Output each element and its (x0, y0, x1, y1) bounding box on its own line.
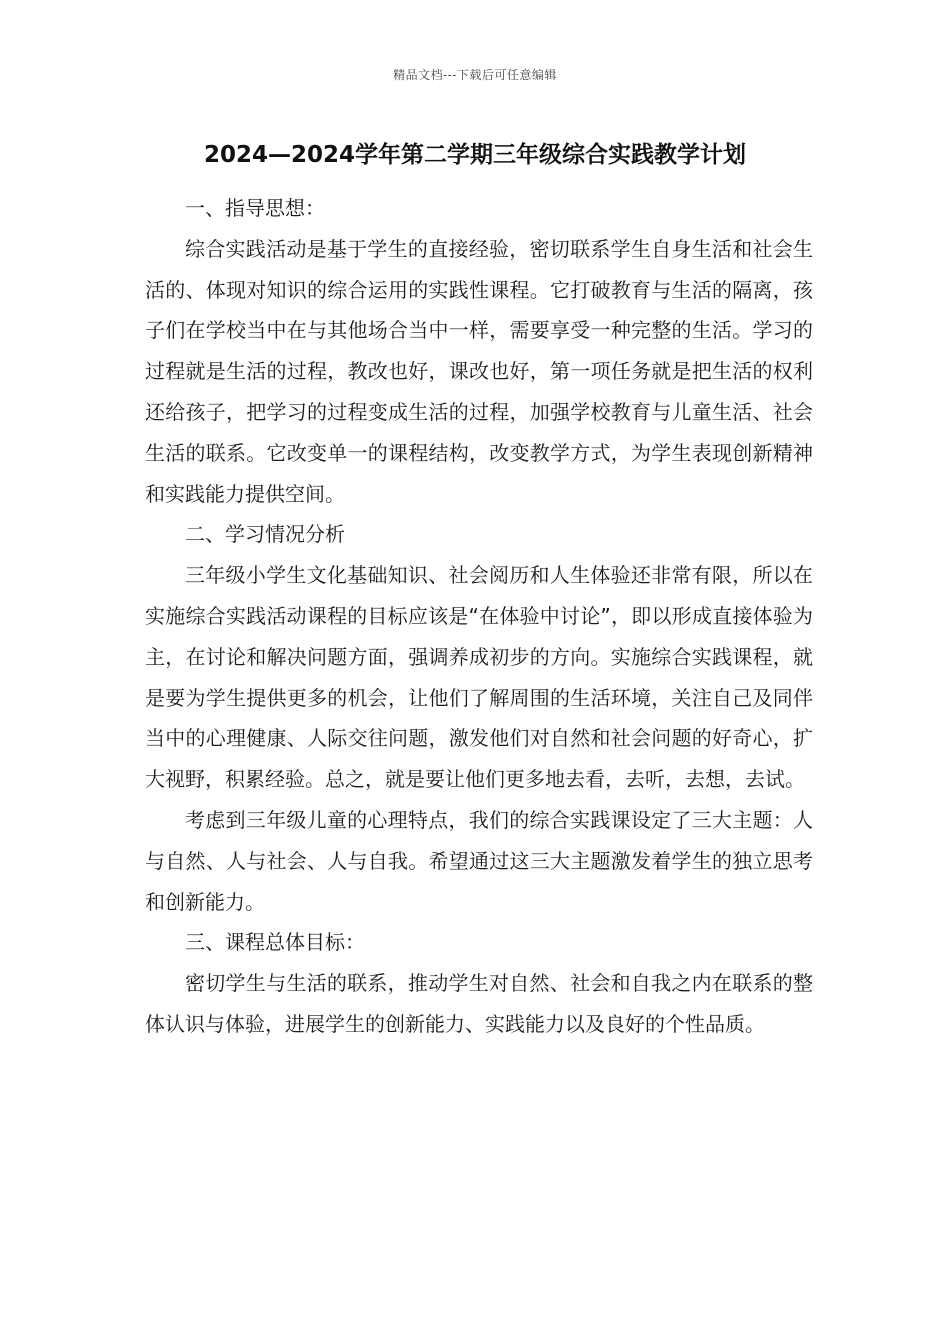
paragraph-learning-analysis: 三年级小学生文化基础知识、社会阅历和人生体验还非常有限，所以在实施综合实践活动课程的目标应该是“在体验中讨论”，即以形成直接体验为主，在讨论和解决问题方面，强调养成初步的方向。实施综合实践课程，就是要为学生提供更多的机会，让他们了解周围的生活环境，关注自己及同伴当中的心理健康、人际交往问题，激发他们对自然和社会问题的好奇心，扩大视野，积累经验。总之，就是要让他们更多地去看，去听，去想，去试。 (145, 563, 813, 792)
section-heading-course-goals: 三、课程总体目标： (185, 930, 365, 955)
paragraph-course-goals: 密切学生与生活的联系，推动学生对自然、社会和自我之内在联系的整体认识与体验，进展学生的创新能力、实践能力以及良好的个性品质。 (145, 971, 813, 1036)
section-heading-learning-analysis: 二、学习情况分析 (185, 522, 345, 547)
document-body (145, 188, 813, 1045)
paragraph-themes: 考虑到三年级儿童的心理特点，我们的综合实践课设定了三大主题：人与自然、人与社会、人与自我。希望通过这三大主题激发着学生的独立思考和创新能力。 (145, 807, 813, 914)
paragraph-guiding-thought: 综合实践活动是基于学生的直接经验，密切联系学生自身生活和社会生活的、体现对知识的综合运用的实践性课程。它打破教育与生活的隔离，孩子们在学校当中在与其他场合当中一样，需要享受一种完整的生活。学习的过程就是生活的过程，教改也好，课改也好，第一项任务就是把生活的权利还给孩子，把学习的过程变成生活的过程，加强学校教育与儿童生活、社会生活的联系。它改变单一的课程结构，改变教学方式，为学生表现创新精神和实践能力提供空间。 (145, 236, 813, 506)
page-header-note: 精品文档---下载后可任意编辑 (393, 68, 557, 82)
section-heading-guiding-thought: 一、指导思想： (185, 196, 325, 220)
document-title: 2024—2024学年第二学期三年级综合实践教学计划 (203, 142, 747, 168)
